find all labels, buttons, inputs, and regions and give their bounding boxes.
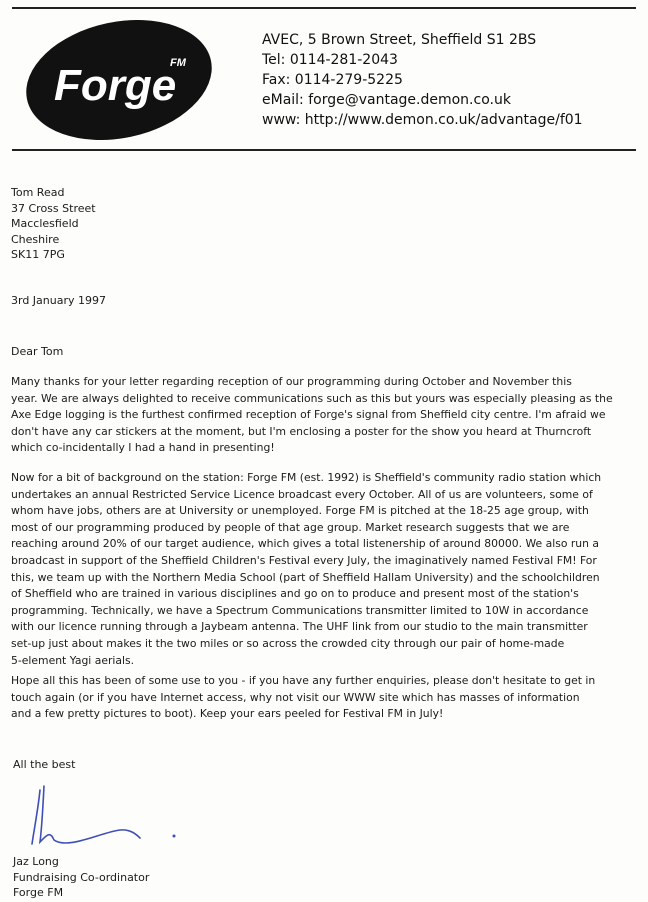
- body-paragraph-2: [11, 470, 641, 669]
- signatory-name: Jaz Long: [13, 855, 59, 868]
- recipient-name: Tom Read: [11, 186, 65, 199]
- body-paragraph-3: [11, 673, 641, 723]
- header-bottom-rule: [12, 149, 636, 151]
- signatory-role: Fundraising Co-ordinator: [13, 870, 150, 884]
- paragraph-line: Axe Edge logging is the furthest confirmed reception of Forge's signal from Sheffield city centre. I'm afraid we: [11, 408, 606, 422]
- handwritten-signature: [10, 782, 190, 852]
- paragraph-line: broadcast in support of the Sheffield Children's Festival every July, the imaginatively named Festival FM! For: [11, 553, 597, 567]
- letterhead-tel: Tel: 0114-281-2043: [262, 52, 398, 68]
- paragraph-line: year. We are always delighted to receive communications such as this but yours was especially pleasing as the: [11, 391, 613, 405]
- paragraph-line: which co-incidentally I had a hand in presenting!: [11, 441, 275, 455]
- paragraph-line: touch again (or if you have Internet access, why not visit our WWW site which has masses of information: [11, 690, 580, 704]
- recipient-town: Macclesfield: [11, 217, 79, 230]
- logo-fm-mark: FM: [170, 57, 186, 69]
- paragraph-line: undertakes an annual Restricted Service Licence broadcast every October. All of us are volunteers, some of: [11, 487, 593, 501]
- paragraph-line: and a few pretty pictures to boot). Keep your ears peeled for Festival FM in July!: [11, 707, 444, 721]
- body-paragraph-1: [11, 374, 641, 457]
- recipient-street: 37 Cross Street: [11, 201, 96, 215]
- signatory-organisation: Forge FM: [13, 886, 64, 899]
- paragraph-line: whom have jobs, others are at University or unemployed. Forge FM is pitched at the 18-25 age group, with: [11, 504, 589, 518]
- letterhead-www: www: http://www.demon.co.uk/advantage/f01: [262, 112, 583, 128]
- paragraph-line: Hope all this has been of some use to you - if you have any further enquiries, please don't hesitate to get in: [11, 674, 596, 687]
- paragraph-line: Now for a bit of background on the station: Forge FM (est. 1992) is Sheffield's community radio station which: [11, 471, 602, 484]
- signature-block: [13, 854, 149, 901]
- recipient-address: [11, 185, 96, 263]
- paragraph-line: most of our programming produced by people of that age group. Market research suggests that we are: [11, 520, 570, 534]
- letterhead-fax: Fax: 0114-279-5225: [262, 72, 403, 88]
- forge-fm-logo: [24, 20, 214, 140]
- recipient-county: Cheshire: [11, 232, 60, 246]
- logo-wordmark: Forge: [54, 61, 177, 110]
- paragraph-line: programming. Technically, we have a Spectrum Communications transmitter limited to 10W in accordance: [11, 603, 589, 617]
- letterhead-contact: [262, 30, 583, 130]
- header-top-rule: [12, 7, 636, 9]
- letterhead-address: AVEC, 5 Brown Street, Sheffield S1 2BS: [262, 32, 537, 48]
- closing: All the best: [13, 758, 76, 771]
- letter-date: 3rd January 1997: [11, 294, 106, 307]
- paragraph-line: set-up just about makes it the two miles or so across the crowded city through our pair of home-made: [11, 636, 565, 650]
- recipient-postcode: SK11 7PG: [11, 248, 65, 261]
- letterhead-email: eMail: forge@vantage.demon.co.uk: [262, 92, 511, 108]
- paragraph-line: reaching around 20% of our target audience, which gives a total listenership of around 80000. We also run a: [11, 537, 600, 551]
- paragraph-line: don't have any car stickers at the moment, but I'm enclosing a poster for the show you heard at Thurncroft: [11, 424, 592, 438]
- paragraph-line: Many thanks for your letter regarding reception of our programming during October and November this: [11, 375, 572, 388]
- salutation: Dear Tom: [11, 345, 64, 358]
- paragraph-line: with our licence running through a Jaybeam antenna. The UHF link from our studio to the main transmitter: [11, 620, 588, 634]
- paragraph-line: of Sheffield who are trained in various disciplines and go on to produce and present most of the station's: [11, 587, 579, 601]
- paragraph-line: 5-element Yagi aerials.: [11, 653, 135, 667]
- paragraph-line: this, we team up with the Northern Media School (part of Sheffield Hallam University) and the schoolchildren: [11, 570, 600, 584]
